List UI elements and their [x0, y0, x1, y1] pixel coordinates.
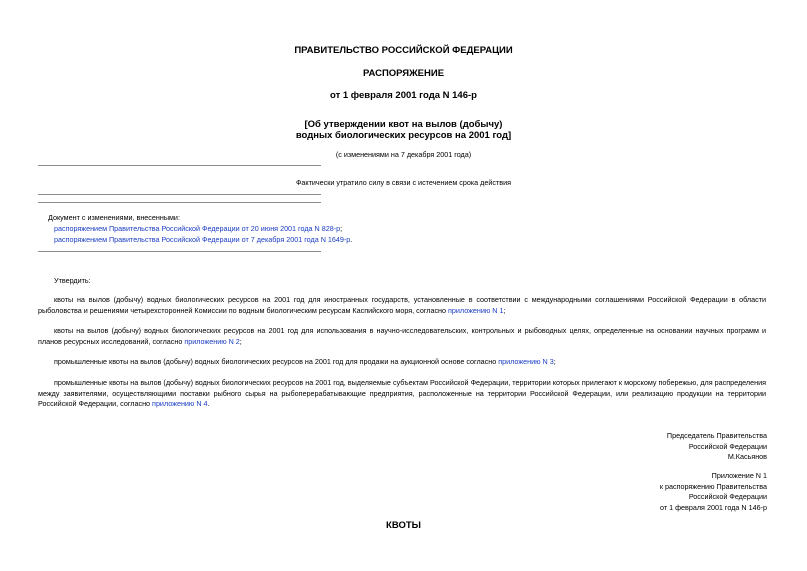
signature-name: М.Касьянов: [727, 452, 767, 462]
appendix-link-3[interactable]: приложению N 3: [498, 357, 554, 366]
document-title-line1: [Об утверждении квот на вылов (добычу): [304, 119, 503, 130]
divider: [38, 202, 321, 203]
quota-item-3: [38, 357, 766, 368]
signature-position: Председатель Правительства: [666, 431, 767, 440]
appendix-link-2[interactable]: приложению N 2: [184, 336, 240, 346]
quota-item-text: промышленные квоты на вылов (добычу) водных биологических ресурсов на 2001 год, выделяемые субъектам Российской Федерации, территории которых прилегают к морскому побережью, для распределения между заявителями, осуществляющими поставки рыбного сырья на рыбоперерабатывающие предприятия, расположенные на территории Российской Федерации, или реализацию продукции на территории Российской Федерации, согласно: [38, 378, 766, 409]
quota-item-text: квоты на вылов (добычу) водных биологических ресурсов на 2001 год для иностранных государств, установленные в соответствии с международными соглашениями Российской Федерации в области рыболовства и решениями четырехсторонней Комиссии по водным биологическим ресурсам Каспийского моря, согласно: [38, 295, 766, 315]
change-tail: .: [350, 235, 353, 244]
quota-item-tail: ;: [239, 336, 242, 346]
document-title-line2: водных биологических ресурсов на 2001 год]: [295, 130, 512, 141]
change-link-2[interactable]: распоряжением Правительства Российской Федерации от 7 декабря 2001 года N 1649-р: [54, 235, 351, 244]
quota-item-tail: ;: [503, 305, 506, 315]
document-title: [0, 119, 807, 141]
divider: [38, 165, 321, 166]
appendix-date: от 1 февраля 2001 года N 146-р: [660, 502, 767, 512]
status-note: Фактически утратило силу в связи с истечением срока действия: [295, 178, 511, 187]
document-type: РАСПОРЯЖЕНИЕ: [362, 68, 445, 79]
signature-block: [667, 431, 767, 463]
appendix-ref: к распоряжению Правительства: [659, 481, 767, 491]
change-item: [54, 235, 352, 245]
approve-label: Утвердить:: [54, 276, 91, 285]
appendix-link-4[interactable]: приложению N 4: [152, 399, 208, 409]
quota-item-text: квоты на вылов (добычу) водных биологических ресурсов на 2001 год для использования в научно-исследовательских, контрольных и рыбоводных целях, определенные на основании научных программ и планов ресурсных исследований, согласно: [38, 326, 766, 346]
quota-item-4: [38, 378, 766, 410]
divider: [38, 194, 321, 195]
appendix-link-1[interactable]: приложению N 1: [448, 305, 504, 315]
document-date-number: от 1 февраля 2001 года N 146-р: [330, 90, 477, 101]
change-link-1[interactable]: распоряжением Правительства Российской Федерации от 20 июня 2001 года N 828-р: [54, 224, 341, 233]
change-tail: ;: [340, 224, 343, 233]
quota-item-2: [38, 326, 766, 347]
appendix-number: Приложение N 1: [711, 471, 767, 480]
appendix-block: [660, 471, 767, 513]
divider: [38, 251, 321, 252]
signature-country: Российской Федерации: [688, 441, 767, 451]
quota-item-text: промышленные квоты на вылов (добычу) водных биологических ресурсов на 2001 год для продажи на аукционной основе согласно: [54, 357, 499, 366]
quotas-heading: КВОТЫ: [386, 520, 421, 531]
quota-item-1: [38, 295, 766, 316]
change-item: [54, 224, 342, 234]
amendments-note: (с изменениями на 7 декабря 2001 года): [335, 150, 472, 159]
appendix-country: Российской Федерации: [688, 492, 767, 502]
government-heading: ПРАВИТЕЛЬСТВО РОССИЙСКОЙ ФЕДЕРАЦИИ: [294, 45, 513, 56]
quota-item-tail: ;: [553, 357, 556, 366]
changes-intro: Документ с изменениями, внесенными:: [48, 213, 180, 222]
quota-item-tail: .: [207, 399, 210, 409]
